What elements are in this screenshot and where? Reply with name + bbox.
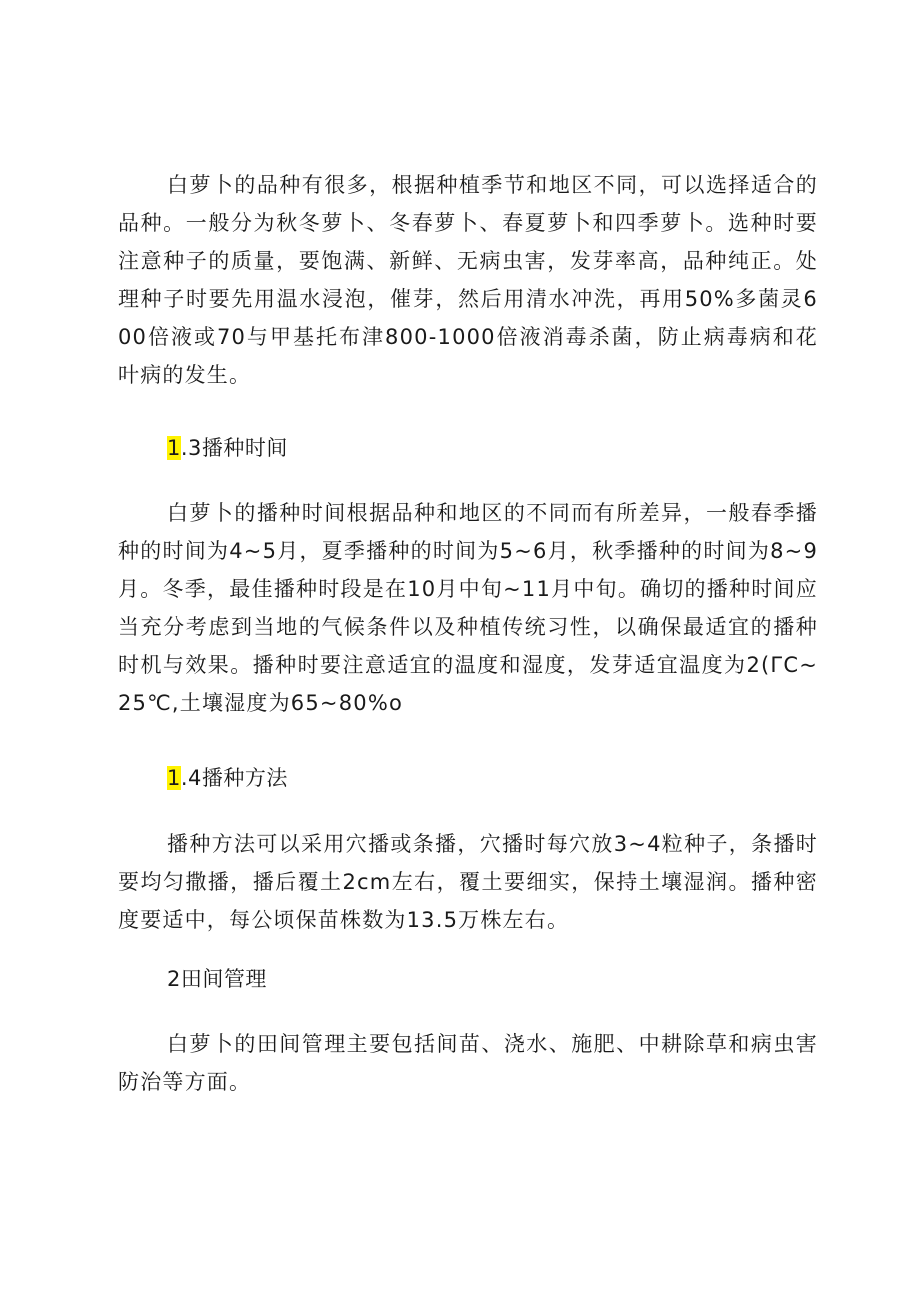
heading-text: .4播种方法 xyxy=(180,766,288,790)
heading-highlight-mark: 1 xyxy=(167,436,181,460)
heading-highlight-mark: 1 xyxy=(167,766,181,790)
paragraph-variety-selection: 白萝卜的品种有很多，根据种植季节和地区不同，可以选择适合的品种。一般分为秋冬萝卜、冬春萝卜、春夏萝卜和四季萝卜。选种时要注意种子的质量，要饱满、新鲜、无病虫害，发芽率高，品种纯正。处理种子时要先用温水浸泡，催芽，然后用清水冲洗，再用50%多菌灵600倍液或70与甲基托布津800-1000倍液消毒杀菌，防止病毒病和花叶病的发生。 xyxy=(118,173,818,387)
paragraph-sowing-method: 播种方法可以采用穴播或条播，穴播时每穴放3~4粒种子，条播时要均匀撒播，播后覆土2cm左右，覆土要细实，保持土壤湿润。播种密度要适中，每公顷保苗株数为13.5万株左右。 xyxy=(118,832,818,932)
paragraph-field-management: 白萝卜的田间管理主要包括间苗、浇水、施肥、中耕除草和病虫害防治等方面。 xyxy=(118,1032,818,1094)
heading-field-management: 2田间管理 xyxy=(167,967,267,991)
paragraph-sowing-time: 白萝卜的播种时间根据品种和地区的不同而有所差异，一般春季播种的时间为4~5月，夏季播种的时间为5~6月，秋季播种的时间为8~9月。冬季，最佳播种时段是在10月中旬~11月中旬。确切的播种时间应当充分考虑到当地的气候条件以及种植传统习性，以确保最适宜的播种时机与效果。播种时要注意适宜的温度和湿度，发芽适宜温度为2(ΓC~25℃,土壤湿度为65~80%o xyxy=(118,501,818,715)
heading-sowing-method xyxy=(167,763,288,793)
heading-text: .3播种时间 xyxy=(180,436,288,460)
heading-sowing-time xyxy=(167,433,288,463)
